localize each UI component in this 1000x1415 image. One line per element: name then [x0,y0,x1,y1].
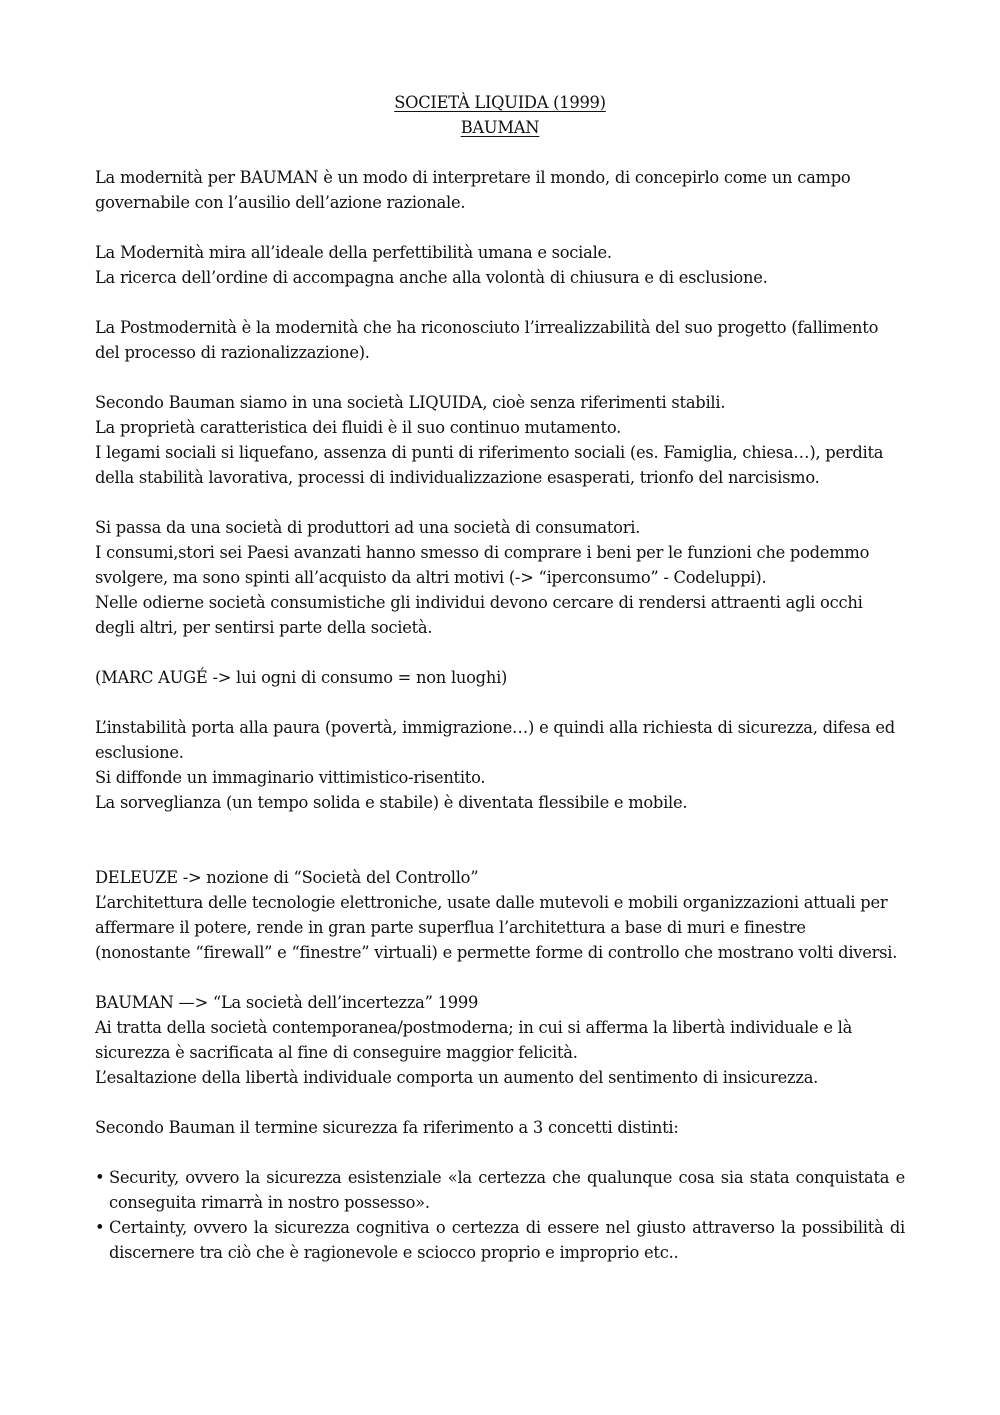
paragraph-consumers [95,515,905,640]
paragraph-line: La Postmodernità è la modernità che ha riconosciuto l’irrealizzabilità del suo progetto (fallimento del processo di razionalizzazione). [95,318,879,362]
paragraph-modernity [95,165,905,215]
paragraph-auge [95,665,905,690]
paragraph-line: Secondo Bauman il termine sicurezza fa riferimento a 3 concetti distinti: [95,1118,679,1137]
paragraph-line: L’instabilità porta alla paura (povertà, immigrazione…) e quindi alla richiesta di sicurezza, difesa ed esclusione. [95,718,895,762]
document-page [95,90,905,1265]
bullet-icon: • [95,1168,105,1187]
paragraph-line: BAUMAN —> “La società dell’incertezza” 1999 [95,993,479,1012]
paragraph-line: L’esaltazione della libertà individuale comporta un aumento del sentimento di insicurezza. [95,1068,819,1087]
paragraph-instability [95,715,905,815]
paragraph-line: I consumi,stori sei Paesi avanzati hanno smesso di comprare i beni per le funzioni che podemmo svolgere, ma sono spinti all’acquisto da altri motivi (-> “iperconsumo” - Codeluppi). [95,543,870,587]
paragraph-uncertainty [95,990,905,1090]
paragraph-deleuze [95,865,905,965]
paragraph-postmodernity [95,315,905,365]
paragraph-line: L’architettura delle tecnologie elettroniche, usate dalle mutevoli e mobili organizzazioni attuali per affermare il potere, rende in gran parte superflua l’architettura a base di muri e finestre (nonostante “firewall” e “finestre” virtuali) e permette forme di controllo che mostrano volti diversi. [95,893,898,962]
list-item-text: Certainty, ovvero la sicurezza cognitiva o certezza di essere nel giusto attraverso la possibilità di discernere tra ciò che è ragionevole e sciocco proprio e improprio etc.. [109,1218,905,1262]
paragraph-line: Si diffonde un immaginario vittimistico-risentito. [95,768,486,787]
paragraph-liquid-society [95,390,905,490]
paragraph-line: Nelle odierne società consumistiche gli individui devono cercare di rendersi attraenti agli occhi degli altri, per sentirsi parte della società. [95,593,863,637]
paragraph-line: La sorveglianza (un tempo solida e stabile) è diventata flessibile e mobile. [95,793,688,812]
paragraph-perfectibility [95,240,905,290]
paragraph-line: La ricerca dell’ordine di accompagna anche alla volontà di chiusura e di esclusione. [95,268,768,287]
blank-line [95,840,905,865]
paragraph-line: Secondo Bauman siamo in una società LIQUIDA, cioè senza riferimenti stabili. [95,393,726,412]
security-concepts-list [95,1165,905,1265]
paragraph-line: Ai tratta della società contemporanea/postmoderna; in cui si afferma la libertà individuale e là sicurezza è sacrificata al fine di conseguire maggior felicità. [95,1018,853,1062]
paragraph-line: DELEUZE -> nozione di “Società del Controllo” [95,868,479,887]
paragraph-line: La Modernità mira all’ideale della perfettibilità umana e sociale. [95,243,612,262]
title-line-2: BAUMAN [460,118,540,137]
paragraph-line: Si passa da una società di produttori ad una società di consumatori. [95,518,641,537]
paragraph-line: La proprietà caratteristica dei fluidi è il suo continuo mutamento. [95,418,622,437]
paragraph-security-concepts [95,1115,905,1140]
document-title [95,90,905,140]
paragraph-line: (MARC AUGÉ -> lui ogni di consumo = non luoghi) [95,668,508,687]
list-item-text: Security, ovvero la sicurezza esistenziale «la certezza che qualunque cosa sia stata conquistata e conseguita rimarrà in nostro possesso». [109,1168,905,1212]
bullet-icon: • [95,1218,105,1237]
title-line-1: SOCIETÀ LIQUIDA (1999) [394,93,606,112]
list-item-certainty [95,1215,905,1265]
paragraph-line: La modernità per BAUMAN è un modo di interpretare il mondo, di concepirlo come un campo governabile con l’ausilio dell’azione razionale. [95,168,851,212]
list-item-security [95,1165,905,1215]
paragraph-line: I legami sociali si liquefano, assenza di punti di riferimento sociali (es. Famiglia, chiesa…), perdita della stabilità lavorativa, processi di individualizzazione esasperati, trionfo del narcisismo. [95,443,884,487]
